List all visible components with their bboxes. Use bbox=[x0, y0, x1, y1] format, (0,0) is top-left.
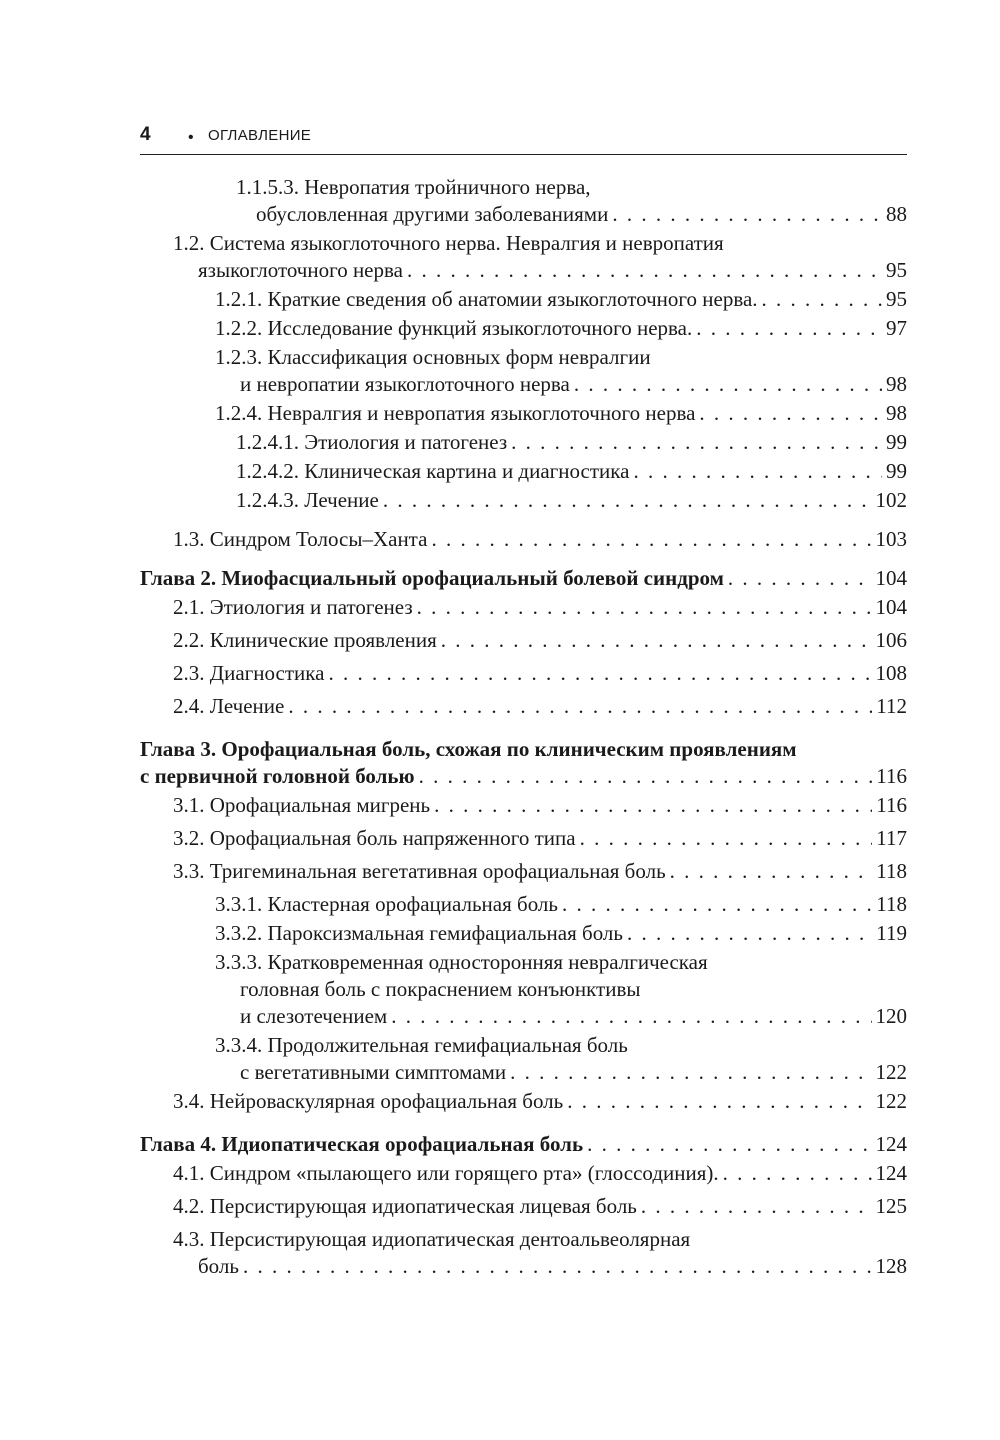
toc-page-number: 95 bbox=[886, 258, 907, 282]
header-title: ОГЛАВЛЕНИЕ bbox=[208, 127, 312, 144]
toc-page-number: 124 bbox=[875, 1132, 907, 1156]
toc-page-number: 99 bbox=[886, 459, 907, 483]
toc-entry-leader-row bbox=[215, 286, 907, 313]
toc-entry-title-line: с вегетативными симптомами bbox=[240, 1060, 507, 1084]
dot-leader bbox=[567, 1088, 871, 1115]
dot-leader bbox=[580, 825, 873, 852]
toc-entry[interactable] bbox=[140, 825, 907, 852]
toc-entry-leader-row bbox=[236, 458, 907, 485]
toc-entry[interactable] bbox=[140, 858, 907, 885]
dot-leader bbox=[728, 565, 872, 592]
dot-leader bbox=[391, 1003, 871, 1030]
toc-entry[interactable] bbox=[140, 920, 907, 947]
toc-page-number: 95 bbox=[886, 287, 907, 311]
toc-entry-title-line: 3.1. Орофациальная мигрень bbox=[173, 793, 431, 817]
toc-page-number: 88 bbox=[886, 202, 907, 226]
toc-entry[interactable] bbox=[140, 230, 907, 284]
dot-leader bbox=[383, 487, 872, 514]
dot-leader bbox=[419, 763, 873, 790]
toc-entry-leader-row bbox=[173, 1088, 907, 1115]
toc-entry-leader-row bbox=[215, 371, 907, 398]
toc-entry-title-line: Глава 2. Миофасциальный орофациальный болевой синдром bbox=[140, 566, 724, 590]
dot-leader bbox=[243, 1253, 872, 1280]
toc-chapter-entry[interactable] bbox=[140, 565, 907, 592]
toc-gap bbox=[140, 555, 907, 565]
toc-entry-title-line: 1.2. Система языкоглоточного нерва. Невралгия и невропатия bbox=[173, 231, 724, 255]
toc-entry-title-line: Глава 3. Орофациальная боль, схожая по клиническим проявлениям bbox=[140, 737, 797, 761]
toc-entry-title-line: головная боль с покраснением конъюнктивы bbox=[240, 977, 641, 1001]
dot-leader bbox=[723, 1160, 872, 1187]
toc-page-number: 99 bbox=[886, 430, 907, 454]
toc-entry[interactable] bbox=[140, 429, 907, 456]
toc-entry-title-line: 3.4. Нейроваскулярная орофациальная боль bbox=[173, 1089, 564, 1113]
toc-page-number: 108 bbox=[875, 661, 907, 685]
toc-page-number: 103 bbox=[875, 527, 907, 551]
toc-entry-title-line: 2.2. Клинические проявления bbox=[173, 628, 437, 652]
dot-leader bbox=[510, 1059, 871, 1086]
dot-leader bbox=[627, 920, 872, 947]
toc-entry-title-line: 1.2.4.3. Лечение bbox=[236, 488, 379, 512]
toc-entry-title-line: 4.1. Синдром «пылающего или горящего рта» (глоссодиния). bbox=[173, 1161, 719, 1185]
toc-entry-leader-row bbox=[173, 660, 907, 687]
toc-page-number: 125 bbox=[875, 1194, 907, 1218]
toc-entry-title-line: 3.2. Орофациальная боль напряженного типа bbox=[173, 826, 576, 850]
toc-entry-title-line: 1.2.4.2. Клиническая картина и диагностика bbox=[236, 459, 630, 483]
toc-entry[interactable] bbox=[140, 627, 907, 654]
toc-entry-leader-row bbox=[173, 1193, 907, 1220]
toc-page-number: 116 bbox=[876, 793, 907, 817]
toc-entry-leader-row bbox=[215, 920, 907, 947]
toc-entry-title-line: 2.1. Этиология и патогенез bbox=[173, 595, 413, 619]
toc-entry[interactable] bbox=[140, 1193, 907, 1220]
toc-entry[interactable] bbox=[140, 1160, 907, 1187]
toc-page-number: 128 bbox=[875, 1254, 907, 1278]
running-header bbox=[140, 124, 907, 155]
toc-entry-leader-row bbox=[215, 315, 907, 342]
toc-entry-title-line: языкоглоточного нерва bbox=[198, 258, 403, 282]
dot-leader bbox=[587, 1131, 871, 1158]
toc-entry-title-line: 2.3. Диагностика bbox=[173, 661, 325, 685]
toc-entry-title-line: 1.2.4.1. Этиология и патогенез bbox=[236, 430, 508, 454]
dot-leader bbox=[641, 1193, 872, 1220]
toc-gap bbox=[140, 726, 907, 736]
toc-entry-title-line: боль bbox=[198, 1254, 239, 1278]
toc-entry[interactable] bbox=[140, 660, 907, 687]
toc-entry-leader-row bbox=[236, 429, 907, 456]
toc-entry[interactable] bbox=[140, 792, 907, 819]
toc-entry[interactable] bbox=[140, 594, 907, 621]
toc-entry[interactable] bbox=[140, 891, 907, 918]
dot-leader bbox=[574, 371, 882, 398]
toc-page-number: 116 bbox=[876, 764, 907, 788]
toc-gap bbox=[140, 1121, 907, 1131]
dot-leader bbox=[762, 286, 882, 313]
toc-entry-leader-row bbox=[215, 1059, 907, 1086]
dot-leader bbox=[511, 429, 882, 456]
toc-entry-title-line: 4.3. Персистирующая идиопатическая дентоальвеолярная bbox=[173, 1227, 691, 1251]
toc-page-number: 120 bbox=[875, 1004, 907, 1028]
toc-entry-leader-row bbox=[173, 627, 907, 654]
toc-entry[interactable] bbox=[140, 1032, 907, 1086]
toc-entry[interactable] bbox=[140, 1226, 907, 1280]
toc-entry-leader-row bbox=[173, 693, 907, 720]
toc-page-number: 124 bbox=[875, 1161, 907, 1185]
dot-leader bbox=[441, 627, 872, 654]
toc-page-number: 97 bbox=[886, 316, 907, 340]
toc-entry-title-line: 1.2.1. Краткие сведения об анатомии языкоглоточного нерва. bbox=[215, 287, 758, 311]
table-of-contents bbox=[140, 174, 907, 1286]
toc-entry[interactable] bbox=[140, 315, 907, 342]
dot-leader bbox=[634, 458, 883, 485]
toc-entry[interactable] bbox=[140, 286, 907, 313]
toc-entry-leader-row bbox=[215, 1003, 907, 1030]
toc-entry[interactable] bbox=[140, 400, 907, 427]
dot-leader bbox=[612, 201, 882, 228]
dot-leader bbox=[670, 858, 873, 885]
toc-entry-title-line: и слезотечением bbox=[240, 1004, 388, 1028]
toc-gap bbox=[140, 516, 907, 526]
dot-leader bbox=[562, 891, 872, 918]
dot-leader bbox=[431, 526, 871, 553]
toc-entry-leader-row bbox=[173, 257, 907, 284]
toc-entry-leader-row bbox=[236, 201, 907, 228]
toc-entry-title-line: 1.2.3. Классификация основных форм невралгии bbox=[215, 345, 651, 369]
toc-entry-leader-row bbox=[140, 1131, 907, 1158]
toc-entry-leader-row bbox=[173, 1160, 907, 1187]
toc-entry-leader-row bbox=[173, 858, 907, 885]
toc-entry[interactable] bbox=[140, 344, 907, 398]
page-number: 4 bbox=[140, 124, 151, 145]
toc-entry-title-line: 3.3. Тригеминальная вегетативная орофациальная боль bbox=[173, 859, 666, 883]
toc-entry-title-line: с первичной головной болью bbox=[140, 764, 415, 788]
toc-entry-title-line: 4.2. Персистирующая идиопатическая лицевая боль bbox=[173, 1194, 637, 1218]
toc-page-number: 106 bbox=[875, 628, 907, 652]
toc-entry-leader-row bbox=[173, 792, 907, 819]
toc-entry-leader-row bbox=[215, 400, 907, 427]
toc-page-number: 112 bbox=[876, 694, 907, 718]
toc-entry-leader-row bbox=[140, 565, 907, 592]
toc-entry-leader-row bbox=[173, 825, 907, 852]
toc-chapter-entry[interactable] bbox=[140, 1131, 907, 1158]
toc-page-number: 118 bbox=[876, 859, 907, 883]
toc-entry-leader-row bbox=[173, 526, 907, 553]
dot-leader bbox=[417, 594, 872, 621]
toc-entry-leader-row bbox=[173, 594, 907, 621]
toc-entry-title-line: 1.1.5.3. Невропатия тройничного нерва, bbox=[236, 175, 591, 199]
toc-entry-title-line: 1.2.2. Исследование функций языкоглоточного нерва. bbox=[215, 316, 693, 340]
toc-page-number: 98 bbox=[886, 372, 907, 396]
toc-entry-leader-row bbox=[140, 763, 907, 790]
dot-leader bbox=[434, 792, 872, 819]
toc-entry[interactable] bbox=[140, 174, 907, 228]
toc-entry-title-line: 1.3. Синдром Толосы–Ханта bbox=[173, 527, 428, 551]
dot-leader bbox=[407, 257, 882, 284]
toc-chapter-entry[interactable] bbox=[140, 736, 907, 790]
toc-page-number: 104 bbox=[875, 566, 907, 590]
dot-leader bbox=[328, 660, 871, 687]
toc-entry[interactable] bbox=[140, 487, 907, 514]
toc-entry[interactable] bbox=[140, 1088, 907, 1115]
toc-entry-leader-row bbox=[236, 487, 907, 514]
toc-entry[interactable] bbox=[140, 949, 907, 1030]
toc-entry-title-line: 2.4. Лечение bbox=[173, 694, 285, 718]
toc-entry-title-line: 3.3.2. Пароксизмальная гемифациальная боль bbox=[215, 921, 623, 945]
toc-entry[interactable] bbox=[140, 693, 907, 720]
toc-page-number: 122 bbox=[875, 1060, 907, 1084]
toc-entry[interactable] bbox=[140, 526, 907, 553]
toc-page-number: 119 bbox=[876, 921, 907, 945]
toc-entry-title-line: 3.3.1. Кластерная орофациальная боль bbox=[215, 892, 558, 916]
toc-entry-title-line: 1.2.4. Невралгия и невропатия языкоглоточного нерва bbox=[215, 401, 696, 425]
toc-page-number: 104 bbox=[875, 595, 907, 619]
dot-leader bbox=[288, 693, 872, 720]
toc-entry-title-line: обусловленная другими заболеваниями bbox=[256, 202, 609, 226]
toc-entry-title-line: 3.3.4. Продолжительная гемифациальная боль bbox=[215, 1033, 628, 1057]
toc-entry[interactable] bbox=[140, 458, 907, 485]
toc-page-number: 98 bbox=[886, 401, 907, 425]
toc-entry-leader-row bbox=[215, 891, 907, 918]
header-bullet: • bbox=[188, 129, 194, 146]
dot-leader bbox=[696, 315, 882, 342]
toc-page-number: 117 bbox=[876, 826, 907, 850]
toc-page-number: 118 bbox=[876, 892, 907, 916]
toc-entry-title-line: Глава 4. Идиопатическая орофациальная боль bbox=[140, 1132, 584, 1156]
toc-page-number: 122 bbox=[875, 1089, 907, 1113]
dot-leader bbox=[699, 400, 882, 427]
toc-entry-title-line: и невропатии языкоглоточного нерва bbox=[240, 372, 570, 396]
toc-entry-title-line: 3.3.3. Кратковременная односторонняя невралгическая bbox=[215, 950, 708, 974]
toc-page-number: 102 bbox=[875, 488, 907, 512]
toc-entry-leader-row bbox=[173, 1253, 907, 1280]
